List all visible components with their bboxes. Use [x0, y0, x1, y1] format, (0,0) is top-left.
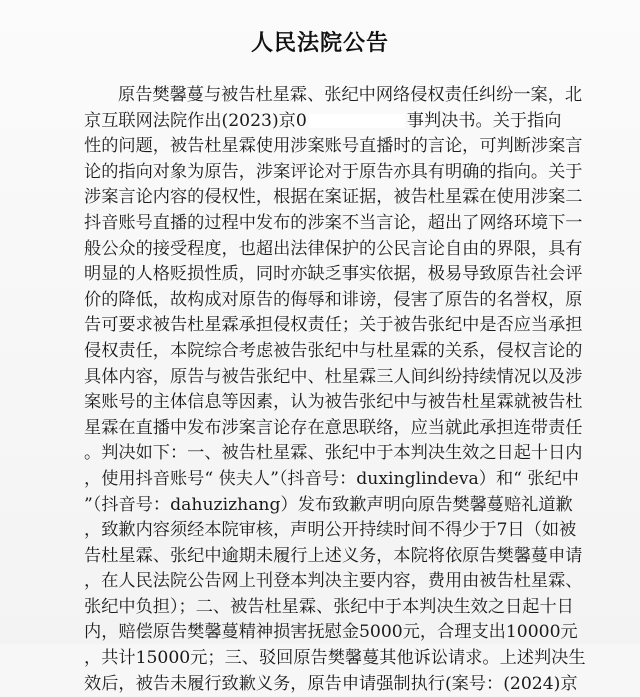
notice-line: 侵权责任，本院综合考虑被告张纪中与杜星霖的关系，侵权言论的 — [84, 340, 583, 361]
notice-line: 涉案言论内容的侵权性，根据在案证据，被告杜星霖在使用涉案二 — [84, 187, 583, 208]
notice-line: ，共计15000元；三、驳回原告樊馨蔓其他诉讼请求。上述判决生 — [84, 648, 586, 669]
notice-line: 张纪中负担）；二、被告杜星霖、张纪中于本判决生效之日起十日 — [84, 596, 574, 617]
notice-line: 具体内容，原告与被告张纪中、杜星霖三人间纠纷持续情况以及涉 — [84, 366, 583, 387]
notice-line: 星霖在直播中发布涉案言论存在意思联络，应当就此承担连带责任 — [84, 417, 583, 438]
notice-line-with-redaction — [84, 109, 574, 135]
notice-line-part: 事判决书。关于指向 — [406, 110, 562, 131]
notice-line: 明显的人格贬损性质，同时亦缺乏事实依据，极易导致原告社会评 — [84, 264, 583, 285]
notice-line: ，致歉内容须经本院审核，声明公开持续时间不得少于7日（如被 — [84, 520, 577, 541]
notice-line: ”（抖音号：dahuzizhang）发布致歉声明向原告樊馨蔓赔礼道歉 — [84, 494, 573, 515]
notice-line: 性的问题，被告杜星霖使用涉案账号直播时的言论，可判断涉案言 — [84, 136, 583, 157]
notice-line: ，使用抖音账号“ 侠夫人”（抖音号：duxinglindeva）和“ 张纪中 — [84, 468, 579, 489]
notice-line: 。判决如下：一、被告杜星霖、张纪中于本判决生效之日起十日内 — [84, 443, 583, 464]
notice-line: 效后，被告未履行致歉义务，原告申请强制执行(案号：(2024)京 — [84, 673, 578, 694]
notice-line-part: 京互联网法院作出(2023)京0 — [84, 110, 307, 131]
notice-line: 价的降低，故构成对原告的侮辱和诽谤，侵害了原告的名誉权，原 — [84, 289, 583, 310]
notice-line: 告杜星霖、张纪中逾期未履行上述义务，本院将依原告樊馨蔓申请 — [84, 545, 583, 566]
notice-line: 告可要求被告杜星霖承担侵权责任；关于被告张纪中是否应当承担 — [84, 315, 583, 336]
notice-body — [84, 83, 586, 697]
notice-line: 内，赔偿原告樊馨蔓精神损害抚慰金5000元，合理支出10000元 — [84, 622, 578, 643]
notice-line: ，在人民法院公告网上刊登本判决主要内容，费用由被告杜星霖、 — [84, 571, 583, 592]
notice-line: 案账号的主体信息等因素，认为被告张纪中与被告杜星霖就被告杜 — [84, 392, 583, 413]
redaction-block — [309, 114, 405, 128]
notice-line: 论的指向对象为原告，涉案评论对于原告亦具有明确的指向。关于 — [84, 161, 583, 182]
notice-title: 人民法院公告 — [250, 31, 389, 56]
notice-line: 般公众的接受程度，也超出法律保护的公民言论自由的界限，具有 — [84, 238, 583, 259]
notice-line: 原告樊馨蔓与被告杜星霖、张纪中网络侵权责任纠纷一案，北 — [118, 85, 583, 105]
notice-line: 抖音账号直播的过程中发布的涉案不当言论，超出了网络环境下一 — [84, 212, 583, 233]
